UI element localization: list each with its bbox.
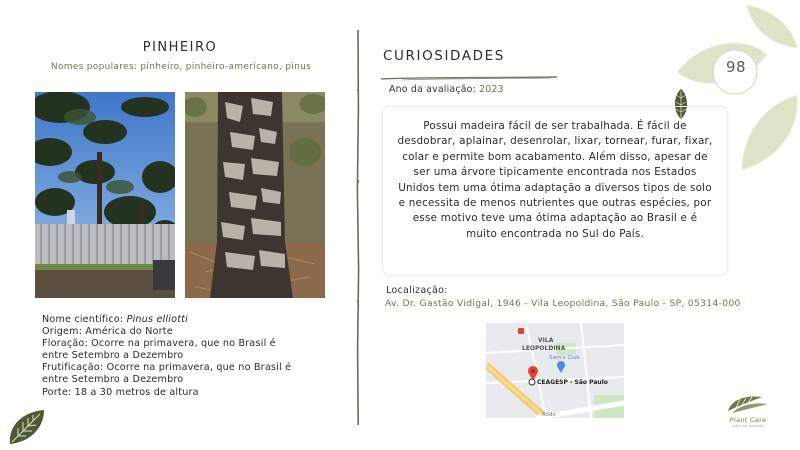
size: Porte: 18 a 30 metros de altura (42, 386, 199, 398)
location-address: Av. Dr. Gastão Vidigal, 1946 - Vila Leopoldina, São Paulo - SP, 05314-000 (385, 298, 741, 309)
fruiting-line-1: Frutificação: Ocorre na primavera, que no Brasil é (42, 362, 292, 374)
year-label: Ano da avaliação: (389, 84, 480, 95)
pine-bark-photo (185, 92, 325, 298)
column-divider (356, 30, 360, 425)
brand-tagline: guia de plantas (732, 424, 764, 428)
brand-name: Plant Care (729, 416, 767, 424)
location-map[interactable] (486, 323, 624, 418)
year-value: 2023 (479, 84, 504, 95)
map-district-label-2: LEOPOLDINA (522, 345, 566, 352)
map-store-label: Sam's Club (549, 355, 580, 361)
decorative-leaves (672, 0, 800, 179)
origin: Origem: América do Norte (42, 326, 173, 338)
scientific-name (42, 314, 332, 326)
popular-names: Nomes populares: pinheiro, pinheiro-americano, pinus (50, 62, 312, 72)
plant-details (42, 314, 332, 399)
scientific-label: Nome científico: (42, 314, 127, 325)
curiosities-text: Possui madeira fácil de ser trabalhada. É fácil de desdobrar, aplainar, desenrolar, lixar, tornear, furar, fixar, colar e permite bom acabamento. Além disso, apesar de ser uma árvore tipicamente encontrada nos Estados Unidos tem uma ótima adaptação a diversos tipos de solo e necessita de menos nutrientes que outras espécies, por esse motivo teve uma ótima adaptação ao Brasil e é muito encontrada no Sul do País. (397, 120, 713, 240)
location-label: Localização: (386, 285, 448, 296)
curiosities-title: CURIOSIDADES (383, 48, 505, 64)
map-place-label: CEAGESP - São Paulo (537, 379, 608, 386)
scientific-value: Pinus elliotti (126, 314, 188, 325)
flowering-line-1: Floração: Ocorre na primavera, que no Brasil é (42, 338, 276, 350)
title-underline (381, 66, 557, 85)
map-district-label: VILA (538, 337, 554, 344)
evaluation-year (389, 84, 504, 95)
fruiting-line-2: entre Setembro a Dezembro (42, 374, 184, 386)
page-number-badge: 98 (725, 58, 747, 76)
plant-title: PINHEIRO (142, 40, 218, 55)
flowering-line-2: entre Setembro a Dezembro (42, 350, 184, 362)
pine-tree-photo (35, 92, 175, 298)
map-road-label: Rodo (542, 412, 556, 418)
leaf-icon (6, 406, 48, 450)
